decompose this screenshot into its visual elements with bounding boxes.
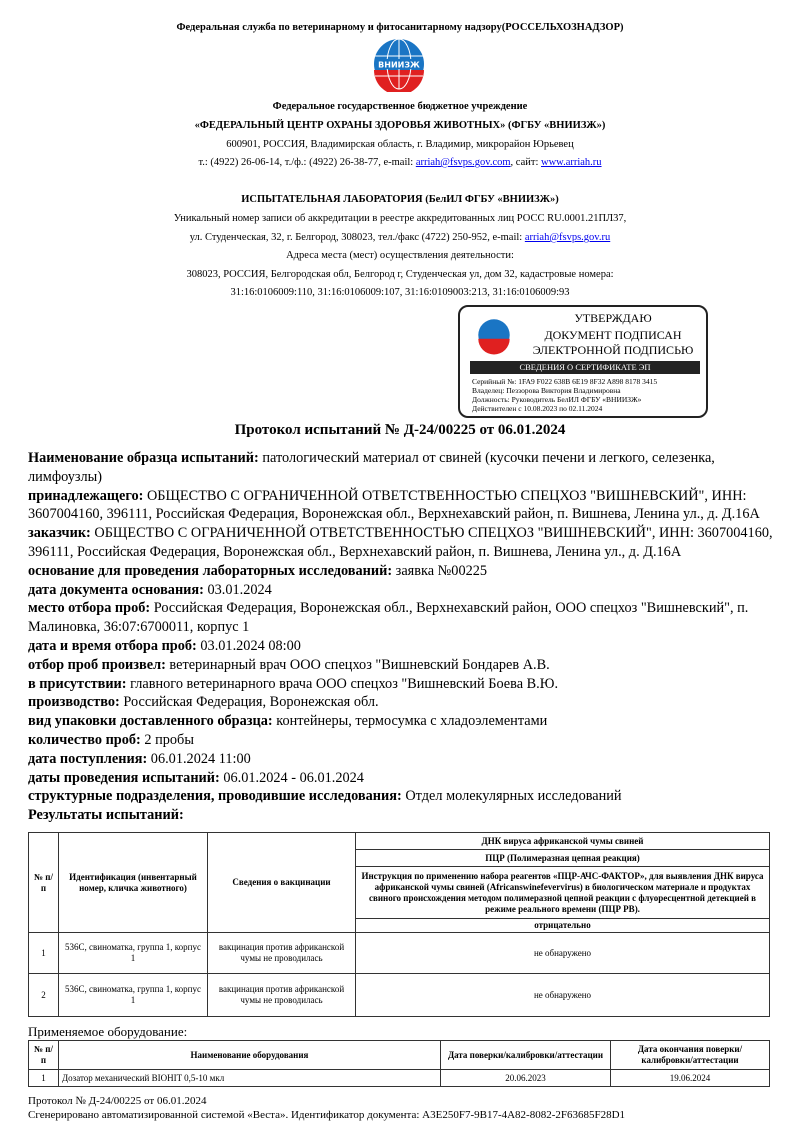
eq-col-end: Дата окончания поверки/калибровки/аттестации [611, 1041, 770, 1070]
method: ПЦР (Полимеразная цепная реакция) [356, 850, 770, 867]
logo-text: ВНИИЗЖ [378, 60, 420, 70]
stamp-valid: Действителен с 10.08.2023 по 02.11.2024 [472, 404, 603, 413]
results-heading: Результаты испытаний: [28, 807, 184, 824]
signature-stamp [458, 305, 708, 418]
field-basis: основание для проведения лабораторных исследований: заявка №00225 [28, 562, 488, 579]
row-id: 536С, свиноматка, группа 1, корпус 1 [59, 974, 208, 1017]
footer [28, 1094, 625, 1122]
org-address: 600901, РОССИЯ, Владимирская область, г. Владимир, микрорайон Юрьевец [226, 139, 574, 150]
col-id: Идентификация (инвентарный номер, кличка животного) [59, 833, 208, 933]
row-no: 1 [29, 933, 59, 974]
agency-name: Федеральная служба по ветеринарному и фитосанитарному надзору(РОССЕЛЬХОЗНАДЗОР) [176, 22, 624, 33]
row-id: 536С, свиноматка, группа 1, корпус 1 [59, 933, 208, 974]
row-vacc: вакцинация против африканской чумы не проводилась [208, 974, 356, 1017]
eq-row-end: 19.06.2024 [611, 1070, 770, 1087]
lab-cadastral: 31:16:0106009:110, 31:16:0106009:107, 31:16:0109003:213, 31:16:0106009:93 [230, 287, 570, 298]
lab-address-text: ул. Студенческая, 32, г. Белгород, 308023, тел./факс (4722) 250-952, e-mail: [189, 232, 525, 243]
footer-protocol: Протокол № Д-24/00225 от 06.01.2024 [28, 1095, 207, 1107]
org-phones: т.: (4922) 26-06-14, т./ф.: (4922) 26-38-77, e-mail: [198, 157, 416, 168]
indicator: ДНК вируса африканской чумы свиней [356, 833, 770, 850]
stamp-position: Должность: Руководитель БелИЛ ФГБУ «ВНИИЗЖ» [472, 395, 642, 404]
eq-col-name: Наименование оборудования [59, 1041, 441, 1070]
lab-name: ИСПЫТАТЕЛЬНАЯ ЛАБОРАТОРИЯ (БелИЛ ФГБУ «ВНИИЗЖ») [241, 194, 559, 205]
norm: отрицательно [356, 919, 770, 933]
lab-email-link[interactable]: arriah@fsvps.gov.ru [524, 232, 611, 243]
row-result: не обнаружено [356, 933, 770, 974]
footer-generated: Сгенерировано автоматизированной системой «Веста». Идентификатор документа: A3E250F7-9B17-4A82-8082-2F63685F28D1 [28, 1109, 626, 1121]
sample-fields [28, 449, 773, 825]
org-email-link[interactable]: arriah@fsvps.gov.com [415, 157, 511, 168]
org-site-link[interactable]: www.arriah.ru [541, 157, 602, 168]
field-sampling-place: место отбора проб: Российская Федерация, Воронежская обл., Верхнехавский район, ООО спецхоз "Вишневский", п. Малиновка, 36:07:6700011, корпус 1 [28, 600, 749, 636]
stamp-line2: ЭЛЕКТРОННОЙ ПОДПИСЬЮ [532, 343, 694, 357]
col-no: № п/п [29, 833, 59, 933]
row-result: не обнаружено [356, 974, 770, 1017]
lab-accreditation: Уникальный номер записи об аккредитации в реестре аккредитованных лиц РОСС RU.0001.21ПЛ37, [173, 213, 627, 224]
equipment-table [28, 1040, 770, 1087]
field-basis-date: дата документа основания: 03.01.2024 [28, 581, 272, 598]
vniizzh-logo [364, 36, 434, 92]
row-no: 2 [29, 974, 59, 1017]
field-departments: структурные подразделения, проводившие исследования: Отдел молекулярных исследований [28, 788, 622, 805]
results-table [28, 832, 770, 1017]
lab-places-title: Адреса места (мест) осуществления деятельности: [286, 250, 514, 261]
row-vacc: вакцинация против африканской чумы не проводилась [208, 933, 356, 974]
org-name: «ФЕДЕРАЛЬНЫЙ ЦЕНТР ОХРАНЫ ЗДОРОВЬЯ ЖИВОТНЫХ» (ФГБУ «ВНИИЗЖ») [194, 120, 606, 131]
field-sample-count: количество проб: 2 пробы [28, 731, 194, 748]
field-packaging: вид упаковки доставленного образца: контейнеры, термосумка с хладоэлементами [28, 713, 548, 730]
stamp-serial: Серийный №: 1FA9 F022 638B 6E19 8F32 A898 8178 3415 [472, 377, 658, 386]
field-test-dates: даты проведения испытаний: 06.01.2024 - 06.01.2024 [28, 769, 364, 786]
eq-row-no: 1 [29, 1070, 59, 1087]
field-sampled-by: отбор проб произвел: ветеринарный врач ООО спецхоз "Вишневский Бондарев А.В. [28, 656, 550, 673]
instruction: Инструкция по применению набора реагентов «ПЦР-АЧС-ФАКТОР», для выявления ДНК вируса африканской чумы свиней (Africanswinefevervirus) в биологическом материале и продуктах свиного происхождения методом полимеразной цепной реакции с флуоресцентной детекцией в режиме реального времени (ПЦР РВ). [356, 867, 770, 919]
field-receipt-date: дата поступления: 06.01.2024 11:00 [28, 750, 251, 767]
lab-places-address: 308023, РОССИЯ, Белгородская обл, Белгород г, Студенческая ул, дом 32, кадастровые номера: [186, 269, 614, 280]
field-in-presence: в присутствии: главного ветеринарного врача ООО спецхоз "Вишневский Боева В.Ю. [28, 675, 559, 692]
eq-col-no: № п/п [29, 1041, 59, 1070]
eq-row-date: 20.06.2023 [441, 1070, 611, 1087]
eq-col-date: Дата поверки/калибровки/аттестации [441, 1041, 611, 1070]
field-sample-name: Наименование образца испытаний: патологический материал от свиней (кусочки печени и легкого, селезенка, лимфоузлы) [28, 450, 715, 485]
col-vacc: Сведения о вакцинации [208, 833, 356, 933]
field-production: производство: Российская Федерация, Воронежская обл. [28, 694, 379, 711]
stamp-cert-title: СВЕДЕНИЯ О СЕРТИФИКАТЕ ЭП [470, 361, 700, 374]
org-contacts [0, 157, 800, 168]
stamp-line1: ДОКУМЕНТ ПОДПИСАН [544, 328, 682, 342]
eq-row-name: Дозатор механический BIOHIT 0,5-10 мкл [59, 1070, 441, 1087]
field-customer: заказчик: ОБЩЕСТВО С ОГРАНИЧЕННОЙ ОТВЕТСТВЕННОСТЬЮ СПЕЦХОЗ "ВИШНЕВСКИЙ", ИНН: 3607004160, 396111, Российская Федерация, Воронежская обл., Верхнехавский район, п. Вишнева, Ленина ул., д. Д.16А [28, 525, 773, 560]
table-row [29, 1070, 770, 1087]
stamp-owner: Владелец: Пеззорова Виктория Владимировна [472, 386, 621, 395]
field-sampling-datetime: дата и время отбора проб: 03.01.2024 08:00 [28, 637, 301, 654]
org-type: Федеральное государственное бюджетное учреждение [272, 101, 528, 112]
stamp-logo [472, 315, 516, 355]
table-row [29, 933, 770, 974]
protocol-title: Протокол испытаний № Д-24/00225 от 06.01.2024 [234, 422, 566, 438]
equipment-label: Применяемое оборудование: [28, 1024, 188, 1039]
lab-address [0, 232, 800, 243]
field-owner: принадлежащего: ОБЩЕСТВО С ОГРАНИЧЕННОЙ ОТВЕТСТВЕННОСТЬЮ СПЕЦХОЗ "ВИШНЕВСКИЙ", ИНН: 3607004160, 396111, Российская Федерация, Воронежская обл., Верхнехавский район, п. Вишнева, Ленина ул., д. Д.16А [28, 487, 760, 523]
stamp-approve: УТВЕРЖДАЮ [574, 311, 652, 325]
site-label: , сайт: [510, 157, 541, 168]
table-row [29, 974, 770, 1017]
